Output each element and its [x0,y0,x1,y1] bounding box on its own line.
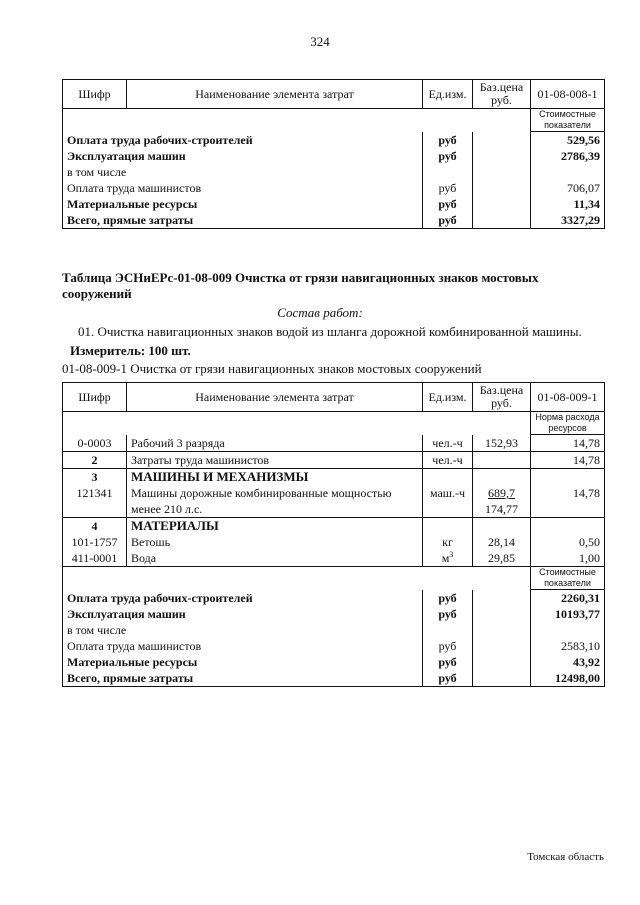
section-name: МАТЕРИАЛЫ [127,518,423,535]
row-name: в том числе [63,622,423,638]
row-name: Оплата труда машинистов [63,180,423,196]
code-line: 01-08-009-1 Очистка от грязи навигационных знаков мостовых сооружений [62,361,482,376]
header-base-price [473,383,531,412]
row-value: 43,92 [531,654,605,670]
row-unit: руб [423,148,473,164]
row-norm: 14,78 [531,435,605,452]
section-code: 3 [63,469,127,486]
measurer: Измеритель: 100 шт. [70,343,191,358]
row-norm: 0,50 [531,534,605,550]
section-row [63,469,605,486]
table-row [63,148,605,164]
table-row [63,654,605,670]
row-code: 101-1757 [63,534,127,550]
table-row [63,452,605,469]
row-value: 529,56 [531,132,605,149]
header-name: Наименование элемента затрат [127,383,423,412]
row-norm: 14,78 [531,485,605,501]
row-name: Затраты труда машинистов [127,452,423,469]
section-title: Таблица ЭСНиЕРс-01-08-009 Очистка от грязи навигационных знаков мостовых сооружений [62,270,539,301]
header-unit: Ед.изм. [423,383,473,412]
row-name: Рабочий 3 разряда [127,435,423,452]
row-unit: руб [423,132,473,149]
row-code: 2 [63,452,127,469]
table-header-row [63,383,605,412]
table-row [63,606,605,622]
work-item: 01. Очистка навигационных знаков водой из шланга дорожной комбинированной машины. [78,324,582,339]
row-name: Всего, прямые затраты [63,212,423,229]
row-name-line2: менее 210 л.с. [127,501,423,518]
header-code: Шифр [63,383,127,412]
row-name: Оплата труда рабочих-строителей [63,132,423,149]
row-price: 689,7 [473,485,531,501]
row-name: Оплата труда машинистов [63,638,423,654]
table-header-row [63,80,605,109]
header-code: Шифр [63,80,127,109]
header-unit: Ед.изм. [423,80,473,109]
row-unit: руб [423,638,473,654]
subheader-row [63,109,605,132]
row-price: 152,93 [473,435,531,452]
section-code: 4 [63,518,127,535]
footer-region: Томская область [527,851,604,863]
row-value: 2260,31 [531,590,605,607]
row-unit-base: м [441,551,450,565]
table-row [63,534,605,550]
resource-table-01-08-009-1 [62,382,605,687]
table-row [63,638,605,654]
table-row [63,485,605,501]
table-row [63,164,605,180]
row-unit: руб [423,212,473,229]
row-value: 706,07 [531,180,605,196]
row-name: Эксплуатация машин [63,148,423,164]
row-value: 11,34 [531,196,605,212]
table-row [63,670,605,687]
row-value: 2786,39 [531,148,605,164]
page-number: 324 [310,34,330,49]
table-row [63,132,605,149]
row-unit: чел.-ч [423,452,473,469]
header-base-price-line1: Баз.цена [479,80,524,94]
row-name: Материальные ресурсы [63,196,423,212]
row-unit: руб [423,670,473,687]
subheader-cost-label: Стоимостные показатели [531,109,605,132]
section-name: МАШИНЫ И МЕХАНИЗМЫ [127,469,423,486]
row-price: 28,14 [473,534,531,550]
header-code-column: 01-08-009-1 [531,383,605,412]
table-row [63,590,605,607]
subheader-row [63,567,605,590]
row-unit-superscript: 3 [449,550,454,559]
row-unit [423,550,473,567]
row-unit: чел.-ч [423,435,473,452]
row-unit: руб [423,654,473,670]
header-base-price-line2: руб. [491,93,512,107]
row-norm: 14,78 [531,452,605,469]
section-row [63,518,605,535]
row-price-secondary: 174,77 [473,501,531,518]
subheader-norm-label: Норма расхода ресурсов [531,412,605,435]
row-value: 2583,10 [531,638,605,654]
row-unit: руб [423,196,473,212]
subheader-cost-label: Стоимостные показатели [531,567,605,590]
table-row [63,180,605,196]
row-name: в том числе [63,164,423,180]
row-name: Материальные ресурсы [63,654,423,670]
header-name: Наименование элемента затрат [127,80,423,109]
header-base-price [473,80,531,109]
row-value: 12498,00 [531,670,605,687]
row-price: 29,85 [473,550,531,567]
row-name: Вода [127,550,423,567]
table-row [63,622,605,638]
table-row [63,212,605,229]
row-unit: руб [423,180,473,196]
table-row [63,550,605,567]
table-row-continued [63,501,605,518]
row-value: 3327,29 [531,212,605,229]
table-row [63,435,605,452]
row-code: 121341 [63,485,127,501]
cost-table-01-08-008-1 [62,79,605,229]
header-base-price-line2: руб. [491,396,512,410]
row-name: Оплата труда рабочих-строителей [63,590,423,607]
table-row [63,196,605,212]
row-norm: 1,00 [531,550,605,567]
header-code-column: 01-08-008-1 [531,80,605,109]
row-code: 0-0003 [63,435,127,452]
row-unit: кг [423,534,473,550]
row-name: Всего, прямые затраты [63,670,423,687]
row-unit: маш.-ч [423,485,473,501]
row-unit: руб [423,590,473,607]
header-base-price-line1: Баз.цена [479,383,524,397]
row-code: 411-0001 [63,550,127,567]
row-value: 10193,77 [531,606,605,622]
row-name: Ветошь [127,534,423,550]
row-name-line1: Машины дорожные комбинированные мощностью [127,485,423,501]
composition-label: Состав работ: [277,305,363,320]
row-unit: руб [423,606,473,622]
subheader-row [63,412,605,435]
row-name: Эксплуатация машин [63,606,423,622]
